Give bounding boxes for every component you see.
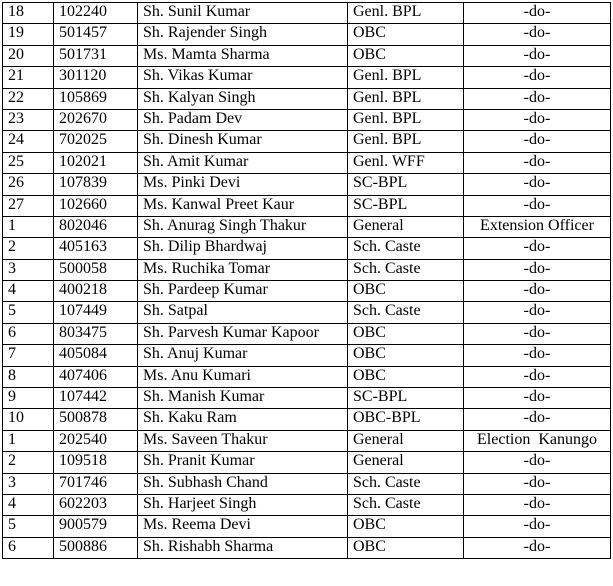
category-cell: OBC [348, 24, 464, 45]
table-row [3, 24, 611, 45]
serial-number-cell: 8 [3, 366, 54, 387]
table-row [3, 67, 611, 88]
category-cell: OBC [348, 537, 464, 558]
serial-number-cell: 21 [3, 67, 54, 88]
candidate-table-body [3, 3, 611, 559]
roll-number-cell: 407406 [54, 366, 138, 387]
candidate-name-cell: Sh. Anurag Singh Thakur [138, 216, 348, 237]
category-cell: Sch. Caste [348, 494, 464, 515]
candidate-name-cell: Ms. Pinki Devi [138, 174, 348, 195]
candidate-name-cell: Ms. Ruchika Tomar [138, 259, 348, 280]
serial-number-cell: 4 [3, 281, 54, 302]
category-cell: OBC-BPL [348, 409, 464, 430]
candidate-name-cell: Sh. Vikas Kumar [138, 67, 348, 88]
candidate-name-cell: Sh. Manish Kumar [138, 388, 348, 409]
post-cell: -do- [464, 494, 611, 515]
table-row [3, 473, 611, 494]
post-cell: -do- [464, 473, 611, 494]
category-cell: SC-BPL [348, 174, 464, 195]
post-cell: -do- [464, 67, 611, 88]
candidate-name-cell: Ms. Saveen Thakur [138, 430, 348, 451]
table-row [3, 537, 611, 558]
serial-number-cell: 5 [3, 516, 54, 537]
candidate-name-cell: Sh. Subhash Chand [138, 473, 348, 494]
category-cell: General [348, 216, 464, 237]
candidate-name-cell: Sh. Padam Dev [138, 109, 348, 130]
table-row [3, 302, 611, 323]
post-cell: -do- [464, 195, 611, 216]
post-cell: -do- [464, 3, 611, 24]
serial-number-cell: 1 [3, 430, 54, 451]
serial-number-cell: 20 [3, 45, 54, 66]
candidate-name-cell: Sh. Satpal [138, 302, 348, 323]
post-cell: -do- [464, 302, 611, 323]
candidate-name-cell: Sh. Pardeep Kumar [138, 281, 348, 302]
post-cell: -do- [464, 452, 611, 473]
serial-number-cell: 6 [3, 323, 54, 344]
roll-number-cell: 900579 [54, 516, 138, 537]
post-cell: -do- [464, 152, 611, 173]
serial-number-cell: 4 [3, 494, 54, 515]
candidate-name-cell: Sh. Kaku Ram [138, 409, 348, 430]
serial-number-cell: 7 [3, 345, 54, 366]
roll-number-cell: 102021 [54, 152, 138, 173]
serial-number-cell: 18 [3, 3, 54, 24]
roll-number-cell: 301120 [54, 67, 138, 88]
serial-number-cell: 23 [3, 109, 54, 130]
serial-number-cell: 22 [3, 88, 54, 109]
serial-number-cell: 1 [3, 216, 54, 237]
category-cell: OBC [348, 281, 464, 302]
table-row [3, 388, 611, 409]
category-cell: Genl. BPL [348, 67, 464, 88]
post-cell: -do- [464, 109, 611, 130]
post-cell: -do- [464, 238, 611, 259]
category-cell: General [348, 430, 464, 451]
table-row [3, 281, 611, 302]
table-row [3, 216, 611, 237]
roll-number-cell: 405163 [54, 238, 138, 259]
table-row [3, 238, 611, 259]
category-cell: Genl. BPL [348, 109, 464, 130]
document-page [2, 2, 611, 559]
candidate-name-cell: Ms. Anu Kumari [138, 366, 348, 387]
roll-number-cell: 107449 [54, 302, 138, 323]
serial-number-cell: 25 [3, 152, 54, 173]
candidate-name-cell: Ms. Kanwal Preet Kaur [138, 195, 348, 216]
candidate-name-cell: Sh. Rishabh Sharma [138, 537, 348, 558]
roll-number-cell: 405084 [54, 345, 138, 366]
post-cell: -do- [464, 259, 611, 280]
serial-number-cell: 5 [3, 302, 54, 323]
serial-number-cell: 27 [3, 195, 54, 216]
serial-number-cell: 26 [3, 174, 54, 195]
table-row [3, 409, 611, 430]
candidate-table [2, 2, 611, 559]
serial-number-cell: 24 [3, 131, 54, 152]
table-row [3, 345, 611, 366]
roll-number-cell: 702025 [54, 131, 138, 152]
roll-number-cell: 102240 [54, 3, 138, 24]
category-cell: SC-BPL [348, 195, 464, 216]
roll-number-cell: 102660 [54, 195, 138, 216]
candidate-name-cell: Sh. Parvesh Kumar Kapoor [138, 323, 348, 344]
roll-number-cell: 501457 [54, 24, 138, 45]
candidate-name-cell: Sh. Dilip Bhardwaj [138, 238, 348, 259]
candidate-name-cell: Sh. Dinesh Kumar [138, 131, 348, 152]
category-cell: Genl. BPL [348, 3, 464, 24]
serial-number-cell: 6 [3, 537, 54, 558]
roll-number-cell: 202540 [54, 430, 138, 451]
table-row [3, 174, 611, 195]
candidate-name-cell: Sh. Anuj Kumar [138, 345, 348, 366]
candidate-name-cell: Sh. Harjeet Singh [138, 494, 348, 515]
candidate-name-cell: Sh. Rajender Singh [138, 24, 348, 45]
category-cell: Genl. WFF [348, 152, 464, 173]
table-row [3, 45, 611, 66]
candidate-name-cell: Sh. Amit Kumar [138, 152, 348, 173]
post-cell: -do- [464, 409, 611, 430]
roll-number-cell: 602203 [54, 494, 138, 515]
category-cell: OBC [348, 366, 464, 387]
table-row [3, 494, 611, 515]
serial-number-cell: 2 [3, 238, 54, 259]
post-cell: -do- [464, 516, 611, 537]
serial-number-cell: 3 [3, 473, 54, 494]
post-cell: -do- [464, 174, 611, 195]
roll-number-cell: 105869 [54, 88, 138, 109]
candidate-name-cell: Sh. Kalyan Singh [138, 88, 348, 109]
post-cell: -do- [464, 388, 611, 409]
candidate-name-cell: Sh. Pranit Kumar [138, 452, 348, 473]
category-cell: General [348, 452, 464, 473]
candidate-name-cell: Ms. Reema Devi [138, 516, 348, 537]
post-cell: -do- [464, 323, 611, 344]
post-cell: Election Kanungo [464, 430, 611, 451]
post-cell: -do- [464, 88, 611, 109]
table-row [3, 131, 611, 152]
roll-number-cell: 109518 [54, 452, 138, 473]
candidate-name-cell: Ms. Mamta Sharma [138, 45, 348, 66]
table-row [3, 366, 611, 387]
post-cell: -do- [464, 366, 611, 387]
post-cell: -do- [464, 281, 611, 302]
category-cell: OBC [348, 45, 464, 66]
roll-number-cell: 202670 [54, 109, 138, 130]
category-cell: Sch. Caste [348, 238, 464, 259]
table-row [3, 452, 611, 473]
table-row [3, 88, 611, 109]
serial-number-cell: 9 [3, 388, 54, 409]
category-cell: Sch. Caste [348, 259, 464, 280]
table-row [3, 430, 611, 451]
table-row [3, 109, 611, 130]
roll-number-cell: 802046 [54, 216, 138, 237]
serial-number-cell: 10 [3, 409, 54, 430]
serial-number-cell: 2 [3, 452, 54, 473]
post-cell: -do- [464, 131, 611, 152]
roll-number-cell: 803475 [54, 323, 138, 344]
category-cell: Sch. Caste [348, 302, 464, 323]
post-cell: -do- [464, 45, 611, 66]
roll-number-cell: 500058 [54, 259, 138, 280]
roll-number-cell: 400218 [54, 281, 138, 302]
roll-number-cell: 107442 [54, 388, 138, 409]
roll-number-cell: 501731 [54, 45, 138, 66]
serial-number-cell: 3 [3, 259, 54, 280]
post-cell: -do- [464, 537, 611, 558]
table-row [3, 323, 611, 344]
table-row [3, 195, 611, 216]
category-cell: Sch. Caste [348, 473, 464, 494]
roll-number-cell: 107839 [54, 174, 138, 195]
candidate-name-cell: Sh. Sunil Kumar [138, 3, 348, 24]
post-cell: -do- [464, 24, 611, 45]
roll-number-cell: 701746 [54, 473, 138, 494]
table-row [3, 3, 611, 24]
category-cell: SC-BPL [348, 388, 464, 409]
category-cell: OBC [348, 323, 464, 344]
category-cell: OBC [348, 516, 464, 537]
post-cell: -do- [464, 345, 611, 366]
category-cell: OBC [348, 345, 464, 366]
category-cell: Genl. BPL [348, 88, 464, 109]
table-row [3, 516, 611, 537]
table-row [3, 259, 611, 280]
table-row [3, 152, 611, 173]
post-cell: Extension Officer [464, 216, 611, 237]
roll-number-cell: 500886 [54, 537, 138, 558]
roll-number-cell: 500878 [54, 409, 138, 430]
category-cell: Genl. BPL [348, 131, 464, 152]
serial-number-cell: 19 [3, 24, 54, 45]
